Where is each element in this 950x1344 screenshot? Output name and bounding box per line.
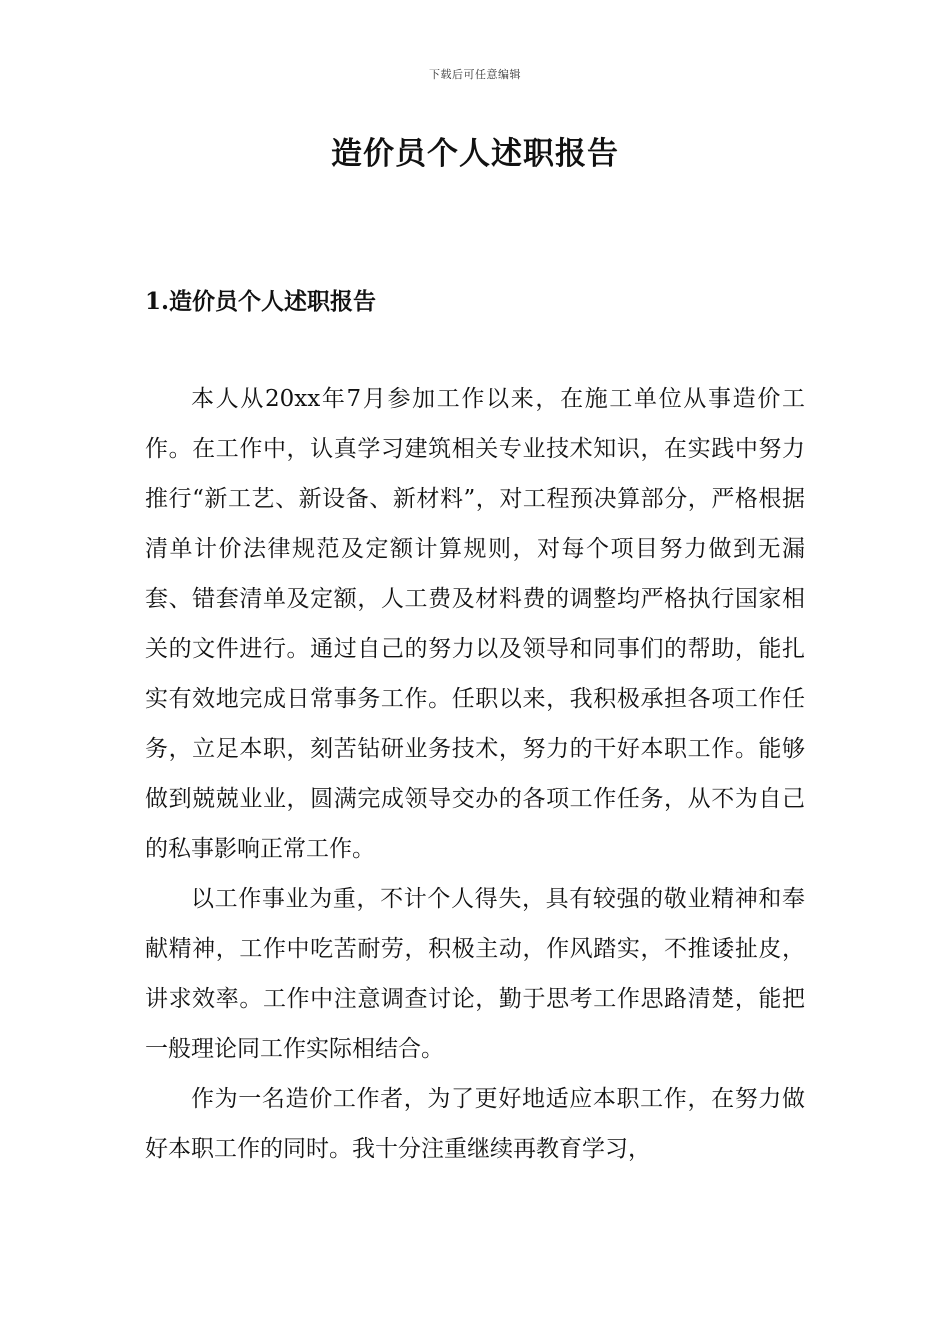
header-note: 下载后可任意编辑 <box>429 68 521 81</box>
section-heading: 1.造价员个人述职报告 <box>145 288 377 315</box>
page-title: 造价员个人述职报告 <box>331 136 619 172</box>
body-text <box>145 374 805 1174</box>
paragraph-1: 本人从20xx年7月参加工作以来，在施工单位从事造价工作。在工作中，认真学习建筑相关专业技术知识，在实践中努力推行“新工艺、新设备、新材料”，对工程预决算部分，严格根据清单计价法律规范及定额计算规则，对每个项目努力做到无漏套、错套清单及定额，人工费及材料费的调整均严格执行国家相关的文件进行。通过自己的努力以及领导和同事们的帮助，能扎实有效地完成日常事务工作。任职以来，我积极承担各项工作任务，立足本职，刻苦钻研业务技术，努力的干好本职工作。能够做到兢兢业业，圆满完成领导交办的各项工作任务，从不为自己的私事影响正常工作。 <box>145 386 805 862</box>
paragraph-2: 以工作事业为重，不计个人得失，具有较强的敬业精神和奉献精神，工作中吃苦耐劳，积极主动，作风踏实，不推诿扯皮，讲求效率。工作中注意调查讨论，勤于思考工作思路清楚，能把一般理论同工作实际相结合。 <box>145 886 805 1062</box>
paragraph-3: 作为一名造价工作者，为了更好地适应本职工作，在努力做好本职工作的同时。我十分注重继续再教育学习， <box>145 1086 805 1162</box>
